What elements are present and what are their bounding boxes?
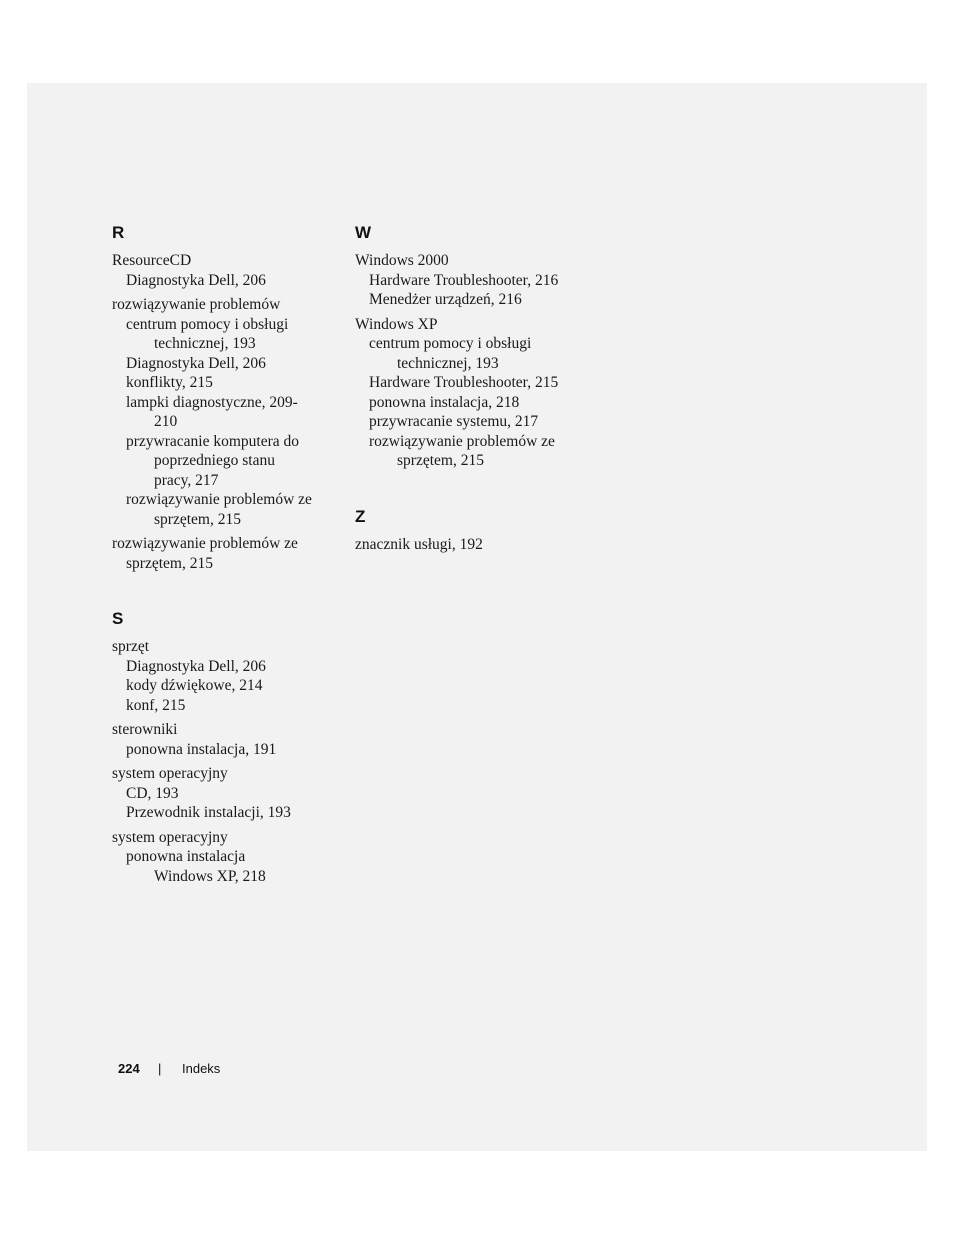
- index-subterm: Diagnostyka Dell, 206: [126, 657, 266, 675]
- index-entry: [112, 720, 342, 759]
- index-subterm: 210: [154, 413, 178, 430]
- section-letter: S: [112, 609, 124, 628]
- index-term: Windows 2000: [355, 252, 449, 269]
- index-term: ResourceCD: [112, 252, 192, 269]
- document-page: [27, 83, 927, 1151]
- index-subterm: przywracanie systemu, 217: [369, 413, 539, 430]
- index-section-r: [112, 223, 342, 573]
- index-subterm: sprzętem, 215: [126, 554, 213, 572]
- index-subterm: Diagnostyka Dell, 206: [126, 271, 266, 289]
- footer-separator: |: [158, 1061, 162, 1076]
- index-entry: [355, 535, 585, 555]
- index-term: system operacyjny: [112, 828, 228, 846]
- index-subterm: lampki diagnostyczne, 209-: [126, 393, 298, 411]
- index-column-left: [112, 223, 342, 922]
- index-entry: [112, 295, 342, 529]
- page-footer: [118, 1061, 220, 1077]
- index-subterm: konflikty, 215: [126, 374, 213, 391]
- index-subterm: Diagnostyka Dell, 206: [126, 354, 266, 372]
- index-subterm: kody dźwiękowe, 214: [126, 677, 263, 694]
- index-subterm: sprzętem, 215: [397, 452, 484, 469]
- index-entry: [112, 534, 342, 573]
- index-section-s: [112, 609, 342, 886]
- index-term: rozwiązywanie problemów: [112, 296, 281, 313]
- index-subterm: Hardware Troubleshooter, 216: [369, 271, 559, 289]
- index-term: rozwiązywanie problemów ze: [112, 535, 298, 552]
- index-entry: [112, 637, 342, 715]
- index-entry: [355, 251, 585, 310]
- section-letter: R: [112, 223, 125, 242]
- index-subterm: centrum pomocy i obsługi: [126, 315, 289, 333]
- index-subterm: Menedżer urządzeń, 216: [369, 291, 522, 308]
- index-subterm: poprzedniego stanu: [154, 452, 275, 469]
- index-entry: [112, 251, 342, 290]
- index-subterm: pracy, 217: [154, 471, 219, 489]
- index-subterm: ponowna instalacja: [126, 848, 246, 865]
- index-term: Windows XP: [355, 315, 438, 333]
- index-subterm: rozwiązywanie problemów ze: [126, 491, 312, 508]
- index-term: sterowniki: [112, 721, 178, 738]
- footer-section-title: Indeks: [182, 1061, 221, 1076]
- index-subterm: Windows XP, 218: [154, 867, 266, 885]
- section-letter: W: [355, 223, 372, 242]
- index-entry: [112, 828, 342, 887]
- page-number: 224: [118, 1061, 140, 1076]
- index-subterm: konf, 215: [126, 696, 186, 714]
- index-entry: [355, 315, 585, 471]
- index-term: sprzęt: [112, 638, 150, 655]
- index-subterm: ponowna instalacja, 218: [369, 393, 520, 411]
- index-subterm: technicznej, 193: [154, 335, 256, 352]
- section-letter: Z: [355, 506, 366, 526]
- index-term: znacznik usługi, 192: [355, 535, 483, 553]
- index-column-right: [355, 223, 585, 590]
- index-subterm: centrum pomocy i obsługi: [369, 335, 532, 352]
- index-section-w: [355, 223, 585, 471]
- index-subterm: sprzętem, 215: [154, 510, 241, 528]
- index-term: system operacyjny: [112, 765, 228, 782]
- index-subterm: technicznej, 193: [397, 354, 499, 372]
- index-subterm: CD, 193: [126, 784, 179, 802]
- index-section-z: [355, 507, 585, 555]
- index-subterm: Przewodnik instalacji, 193: [126, 804, 291, 821]
- index-subterm: Hardware Troubleshooter, 215: [369, 374, 559, 391]
- index-entry: [112, 764, 342, 823]
- index-subterm: rozwiązywanie problemów ze: [369, 432, 555, 450]
- index-subterm: przywracanie komputera do: [126, 432, 300, 450]
- index-subterm: ponowna instalacja, 191: [126, 740, 277, 758]
